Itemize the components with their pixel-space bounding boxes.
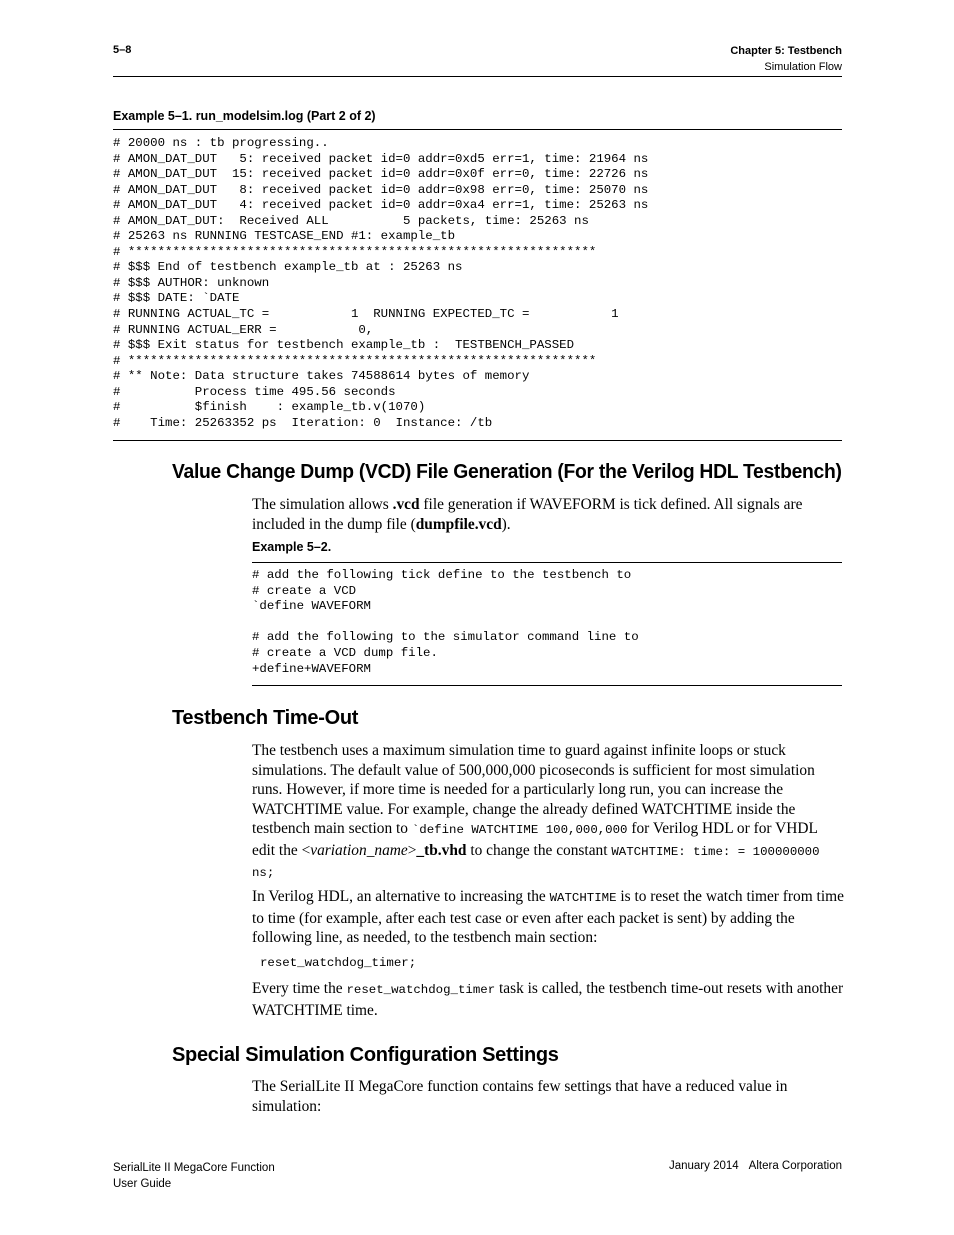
chapter-title: Chapter 5: Testbench [730,45,842,57]
timeout-p1-text-b: for Verilog HDL or for VHDL edit the < [252,820,818,859]
timeout-p1-text-a: The testbench uses a maximum simulation time to guard against infinite loops or stuck simulations. The default value of 500,000,000 picoseconds is sufficient for most simulation runs. However, if more time is needed for a particularly long run, you can increase the WATCHTIME value. For example, change the already defined WATCHTIME inside the testbench main section to [252,742,815,837]
example-2-title: Example 5–2. [252,540,332,554]
header-rule [113,76,842,77]
timeout-p3-text-b: task is called, the testbench time-out resets with another WATCHTIME time. [252,980,844,1019]
footer-document [113,1160,275,1192]
tb-vhd-bold: _tb.vhd [416,841,467,859]
footer-company: Altera Corporation [748,1160,842,1172]
variation-name-italic: variation_name [310,841,408,859]
timeout-paragraph-2 [252,887,844,948]
timeout-p2-text-b: is to reset the watch timer from time to time (for example, after each test case or even after each packet is sent) by adding the following line, as needed, to the testbench main section: [252,888,844,946]
footer-publisher [669,1160,842,1172]
timeout-section-heading: Testbench Time-Out [172,707,359,729]
example-1-title: Example 5–1. run_modelsim.log (Part 2 of 2) [113,109,376,123]
example-2-bottom-rule [252,685,842,686]
special-settings-paragraph: The SerialLite II MegaCore function contains few settings that have a reduced value in simulation: [252,1078,788,1115]
timeout-p2-text-a: In Verilog HDL, an alternative to increasing the [252,888,550,905]
example-1-code: # 20000 ns : tb progressing.. # AMON_DAT_DUT 5: received packet id=0 addr=0xd5 err=1, time: 21964 ns # AMON_DAT_DUT 15: received packet id=0 addr=0x0f err=0, time: 22726 ns # AMON_DAT_DUT 8: received packet id=0 addr=0x98 err=0, time: 25070 ns # AMON_DAT_DUT 4: received packet id=0 addr=0xa4 err=1, time: 25263 ns # AMON_DAT_DUT: Received ALL 5 packets, time: 25263 ns # 25263 ns RUNNING TESTCASE_END #1: example_tb # *************************************************************** # $$$ End of testbench example_tb at : 25263 ns # $$$ AUTHOR: unknown # $$$ DATE: `DATE # RUNNING ACTUAL_TC = 1 RUNNING EXPECTED_TC = 1 # RUNNING ACTUAL_ERR = 0, # $$$ Exit status for testbench example_tb : TESTBENCH_PASSED # *************************************************************** # ** Note: Data structure takes 74588614 bytes of memory # Process time 495.56 seconds # $finish : example_tb.v(1070) # Time: 25263352 ps Iteration: 0 Instance: /tb [113,136,649,430]
vcd-text-1: The simulation allows [252,496,393,513]
vcd-text-3: ). [501,515,511,533]
timeout-paragraph-3 [252,979,844,1020]
example-1-top-rule [113,129,842,130]
timeout-p1-text-c: > [407,841,417,859]
watchtime-define-code: `define WATCHTIME 100,000,000 [411,823,628,837]
timeout-p1-text-d: to change the constant [466,841,612,859]
example-2-top-rule [252,562,842,563]
page-number: 5–8 [113,44,132,56]
example-1-bottom-rule [113,440,842,441]
vcd-filename-bold: dumpfile.vcd [415,515,502,533]
watchtime-inline-code: WATCHTIME [549,891,617,905]
footer-date: January 2014 [668,1160,739,1172]
timeout-paragraph-1 [252,741,844,884]
section-title: Simulation Flow [764,61,842,73]
example-2-code: # add the following tick define to the testbench to # create a VCD `define WAVEFORM # add the following to the simulator command line to # create a VCD dump file. +define+WAVEFORM [252,568,639,676]
timeout-p3-text-a: Every time the [252,980,347,997]
special-settings-heading: Special Simulation Configuration Settings [172,1044,559,1066]
footer-doc-title: SerialLite II MegaCore Function [113,1162,275,1174]
footer-doc-subtitle: User Guide [113,1178,172,1190]
vcd-paragraph [252,495,844,534]
reset-watchdog-code: reset_watchdog_timer; [260,956,417,970]
watchtime-constant-code: WATCHTIME: time: = 100000000 ns; [252,844,820,880]
vcd-ext-bold: .vcd [392,496,420,513]
running-header [730,43,842,75]
vcd-section-heading: Value Change Dump (VCD) File Generation (For the Verilog HDL Testbench) [172,461,842,483]
reset-watchdog-inline-code: reset_watchdog_timer [346,983,496,997]
vcd-text-2: file generation if WAVEFORM is tick defined. All signals are included in the dump file ( [252,496,803,533]
